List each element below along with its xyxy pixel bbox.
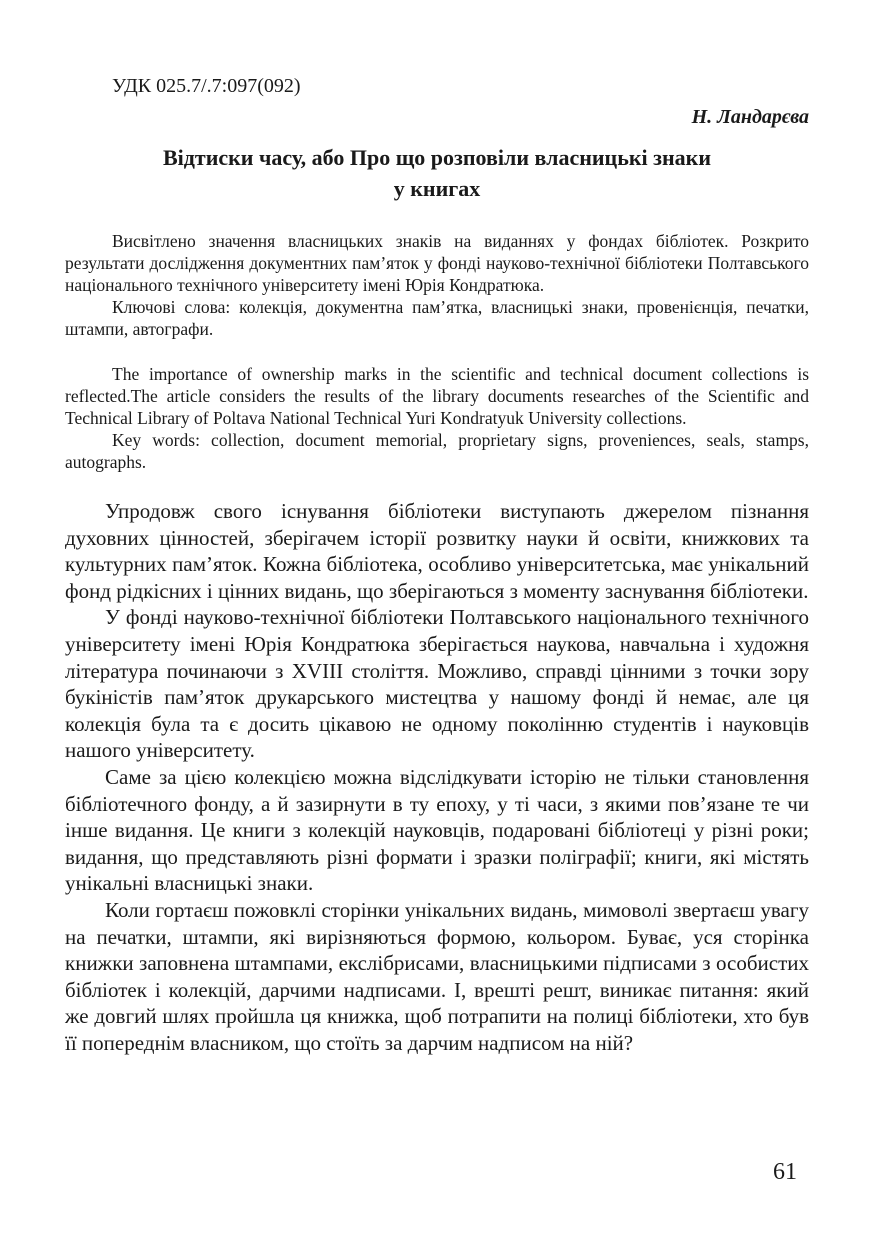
body-paragraph-4: Коли гортаєш пожовклі сторінки унікальних видань, мимоволі звертаєш увагу на печатки, штампи, які вирізняються формою, кольором. Буває, уся сторінка книжки заповнена штампами, екслібрисами, власницькими підписами з особистих бібліотек і колекцій, дарчими надписами. І, врешті решт, виникає питання: який же довгий шлях пройшла ця книжка, щоб потрапити на полиці бібліотеки, хто був її попереднім власником, що стоїть за дарчим надписом на ній? [65, 897, 809, 1055]
abstract-en-keywords: Key words: collection, document memorial, proprietary signs, proveniences, seals, stamps, autographs. [65, 430, 809, 472]
article-title-line2: у книгах [393, 176, 481, 201]
abstract-en-text: The importance of ownership marks in the scientific and technical document collections is reflected.The article considers the results of the library documents researches of the Scientific and Technical Library of Poltava National Technical Yuri Kondratyuk University collections. [65, 364, 809, 428]
body-paragraph-2: У фонді науково-технічної бібліотеки Полтавського національного технічного університету імені Юрія Кондратюка зберігається наукова, навчальна і художня література починаючи з XVIII століття. Можливо, справді цінними з точки зору букіністів пам’яток друкарського мистецтва у нашому фонді й немає, але ця колекція була та є досить цікавою не одному поколінню студентів і науковців нашого університету. [65, 605, 809, 763]
article-title-line1: Відтиски часу, або Про що розповіли власницькі знаки [162, 145, 712, 170]
body-paragraph-1: Упродовж свого існування бібліотеки виступають джерелом пізнання духовних цінностей, зберігачем історії розвитку науки й освіти, книжкових та культурних пам’яток. Кожна бібліотека, особливо університетська, має унікальний фонд рідкісних і цінних видань, що зберігаються з моменту заснування бібліотеки. [65, 499, 809, 603]
abstract-uk-text: Висвітлено значення власницьких знаків на виданнях у фондах бібліотек. Розкрито результати дослідження документних пам’яток у фонді науково-технічної бібліотеки Полтавського національного технічного університету імені Юрія Кондратюка. [65, 231, 809, 295]
udc-code: УДК 025.7/.7:097(092) [112, 75, 301, 97]
article-title [65, 142, 809, 204]
body-paragraph-3: Саме за цією колекцією можна відслідкувати історію не тільки становлення бібліотечного фонду, а й зазирнути в ту епоху, у ті часи, з якими пов’язане те чи інше видання. Це книги з колекцій науковців, подаровані бібліотеці у різні роки; видання, що представляють різні формати і зразки поліграфії; книги, які містять унікальні власницькі знаки. [65, 764, 809, 896]
abstract-ukrainian [65, 230, 809, 340]
abstract-uk-keywords: Ключові слова: колекція, документна пам’ятка, власницькі знаки, провенієнція, печатки, штампи, автографи. [65, 297, 809, 339]
abstract-english [65, 363, 809, 473]
page-content [65, 74, 809, 1056]
author-name: Н. Ландарєва [691, 106, 809, 128]
page-number: 61 [773, 1159, 797, 1185]
article-body [65, 498, 809, 1056]
